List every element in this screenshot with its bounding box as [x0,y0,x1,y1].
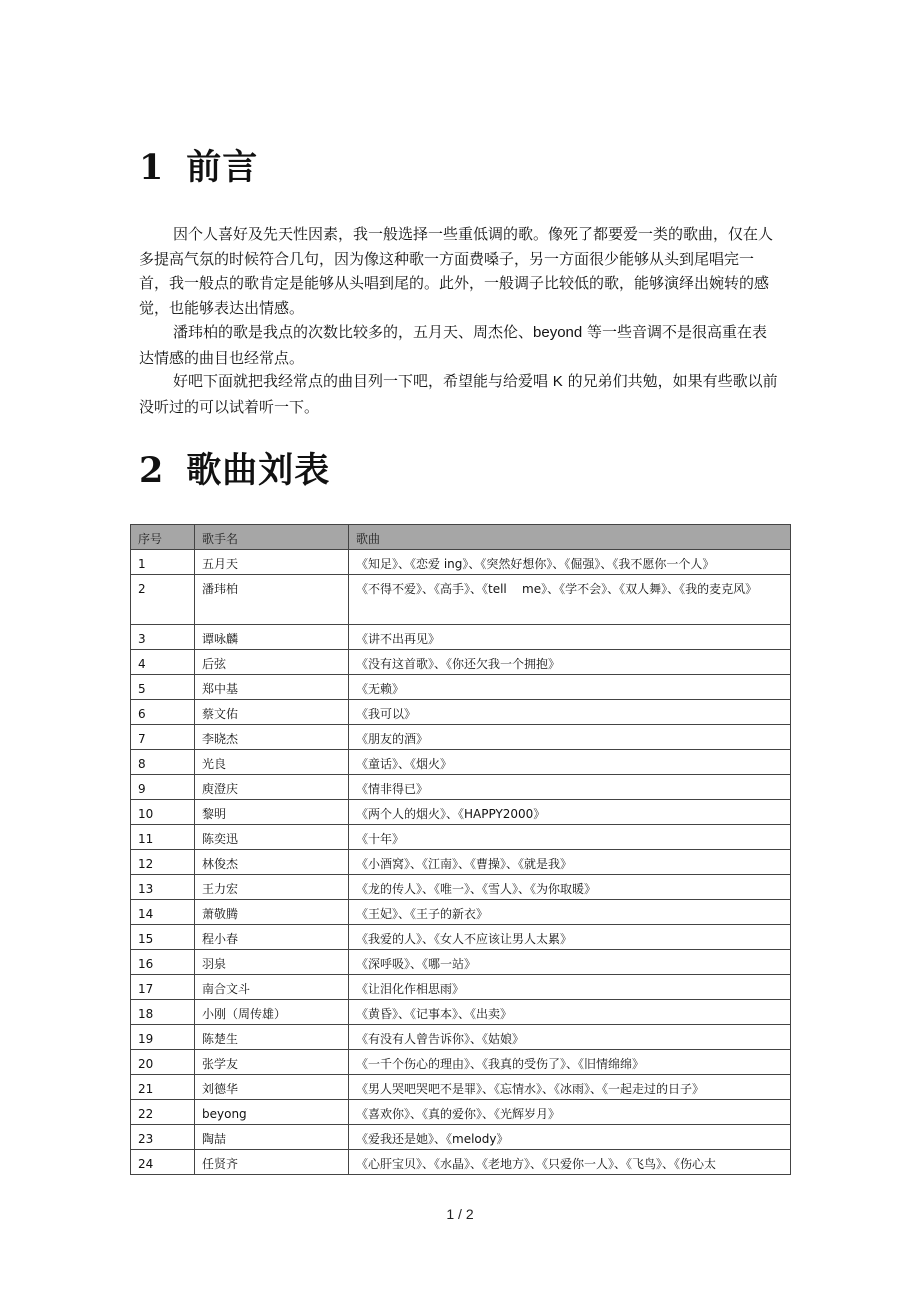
row-index: 15 [131,925,195,950]
row-index: 6 [131,700,195,725]
text-run: 的兄弟们共勉，如果有些歌以前没听过的可以试着听一下。 [139,372,778,416]
row-index: 11 [131,825,195,850]
section-number: 1 [139,147,165,188]
song-table [130,524,791,1175]
row-songs: 《深呼吸》、《哪一站》 [349,950,791,975]
row-songs: 《有没有人曾告诉你》、《姑娘》 [349,1025,791,1050]
header-singer: 歌手名 [195,525,349,550]
row-singer: 羽泉 [195,950,349,975]
table-row [131,950,791,975]
row-singer: 王力宏 [195,875,349,900]
row-songs: 《朋友的酒》 [349,725,791,750]
intro-paragraph-1: 因个人喜好及先天性因素，我一般选择一些重低调的歌。像死了都要爱一类的歌曲，仅在人多提高气氛的时候符合几句，因为像这种歌一方面费嗓子，另一方面很少能够从头到尾唱完一首，我一般点的歌肯定是能够从头唱到尾的。此外，一般调子比较低的歌，能够演绎出婉转的感觉，也能够表达出情感。 [139,225,774,317]
row-songs: 《黄昏》、《记事本》、《出卖》 [349,1000,791,1025]
text-run: 好吧下面就把我经常点的曲目列一下吧，希望能与给爱唱 [173,372,553,390]
row-songs: 《没有这首歌》、《你还欠我一个拥抱》 [349,650,791,675]
row-singer: 萧敬腾 [195,900,349,925]
text-run: beyond [533,324,583,341]
row-index: 8 [131,750,195,775]
table-row [131,1000,791,1025]
table-row [131,1050,791,1075]
section-heading-song-list [139,449,330,493]
row-singer: 陈楚生 [195,1025,349,1050]
intro-paragraph-3 [139,369,779,419]
row-index: 20 [131,1050,195,1075]
table-row [131,750,791,775]
row-index: 18 [131,1000,195,1025]
row-singer: 潘玮柏 [195,575,349,625]
row-songs: 《让泪化作相思雨》 [349,975,791,1000]
row-singer: 刘德华 [195,1075,349,1100]
row-index: 7 [131,725,195,750]
row-singer: 黎明 [195,800,349,825]
table-row [131,825,791,850]
row-songs: 《我爱的人》、《女人不应该让男人太累》 [349,925,791,950]
row-singer: 小刚（周传雄） [195,1000,349,1025]
table-row [131,875,791,900]
table-row [131,800,791,825]
header-songs: 歌曲 [349,525,791,550]
row-songs: 《小酒窝》、《江南》、《曹操》、《就是我》 [349,850,791,875]
intro-paragraph-2 [139,320,779,370]
row-index: 19 [131,1025,195,1050]
row-songs: 《喜欢你》、《真的爱你》、《光辉岁月》 [349,1100,791,1125]
row-singer: 五月天 [195,550,349,575]
row-index: 21 [131,1075,195,1100]
row-singer: 张学友 [195,1050,349,1075]
table-row [131,900,791,925]
row-songs: 《我可以》 [349,700,791,725]
row-singer: 陶喆 [195,1125,349,1150]
row-songs: 《无赖》 [349,675,791,700]
row-index: 14 [131,900,195,925]
table-row [131,1100,791,1125]
header-index: 序号 [131,525,195,550]
row-singer: 蔡文佑 [195,700,349,725]
row-index: 17 [131,975,195,1000]
row-songs: 《一千个伤心的理由》、《我真的受伤了》、《旧情绵绵》 [349,1050,791,1075]
row-songs: 《情非得已》 [349,775,791,800]
table-row [131,625,791,650]
row-index: 1 [131,550,195,575]
table-row [131,1150,791,1175]
table-row [131,550,791,575]
row-singer: 任贤齐 [195,1150,349,1175]
table-row [131,675,791,700]
text-run: 潘玮柏的歌是我点的次数比较多的，五月天、周杰伦、 [173,323,534,341]
row-songs: 《两个人的烟火》、《HAPPY2000》 [349,800,791,825]
row-index: 23 [131,1125,195,1150]
row-singer: 林俊杰 [195,850,349,875]
row-songs: 《讲不出再见》 [349,625,791,650]
table-row [131,925,791,950]
row-songs: 《男人哭吧哭吧不是罪》、《忘情水》、《冰雨》、《一起走过的日子》 [349,1075,791,1100]
table-header-row [131,525,791,550]
text-run: K [552,373,563,390]
row-songs: 《爱我还是她》、《melody》 [349,1125,791,1150]
row-singer: 郑中基 [195,675,349,700]
row-index: 22 [131,1100,195,1125]
row-index: 4 [131,650,195,675]
row-singer: 程小春 [195,925,349,950]
section-heading-intro [139,146,258,190]
table-row [131,775,791,800]
row-index: 13 [131,875,195,900]
table-row [131,650,791,675]
table-row [131,975,791,1000]
section-number: 2 [139,450,165,491]
table-body [131,550,791,1175]
row-songs: 《童话》、《烟火》 [349,750,791,775]
row-index: 12 [131,850,195,875]
row-songs: 《心肝宝贝》、《水晶》、《老地方》、《只爱你一人》、《飞鸟》、《伤心太 [349,1150,791,1175]
table-row [131,850,791,875]
section-title: 歌曲刘表 [186,450,331,491]
row-songs: 《知足》、《恋爱 ing》、《突然好想你》、《倔强》、《我不愿你一个人》 [349,550,791,575]
table-row [131,1075,791,1100]
table-row [131,700,791,725]
table-row [131,1025,791,1050]
row-singer: 谭咏麟 [195,625,349,650]
row-songs: 《王妃》、《王子的新衣》 [349,900,791,925]
table-row [131,725,791,750]
section-title: 前言 [186,147,259,188]
text-run: 等一些音调不是很高重在表达情感的曲目也经常点。 [139,323,768,367]
row-singer: 光良 [195,750,349,775]
row-index: 16 [131,950,195,975]
table-row [131,1125,791,1150]
row-index: 5 [131,675,195,700]
row-singer: 南合文斗 [195,975,349,1000]
row-singer: 庾澄庆 [195,775,349,800]
row-index: 3 [131,625,195,650]
row-singer: beyong [195,1100,349,1125]
table-row [131,575,791,625]
page-number: 1 / 2 [446,1206,474,1222]
row-index: 10 [131,800,195,825]
row-songs: 《十年》 [349,825,791,850]
row-index: 24 [131,1150,195,1175]
row-singer: 李晓杰 [195,725,349,750]
row-index: 2 [131,575,195,625]
row-songs: 《龙的传人》、《唯一》、《雪人》、《为你取暖》 [349,875,791,900]
row-songs: 《不得不爱》、《高手》、《tell me》、《学不会》、《双人舞》、《我的麦克风》 [349,575,791,625]
row-singer: 后弦 [195,650,349,675]
row-index: 9 [131,775,195,800]
row-singer: 陈奕迅 [195,825,349,850]
